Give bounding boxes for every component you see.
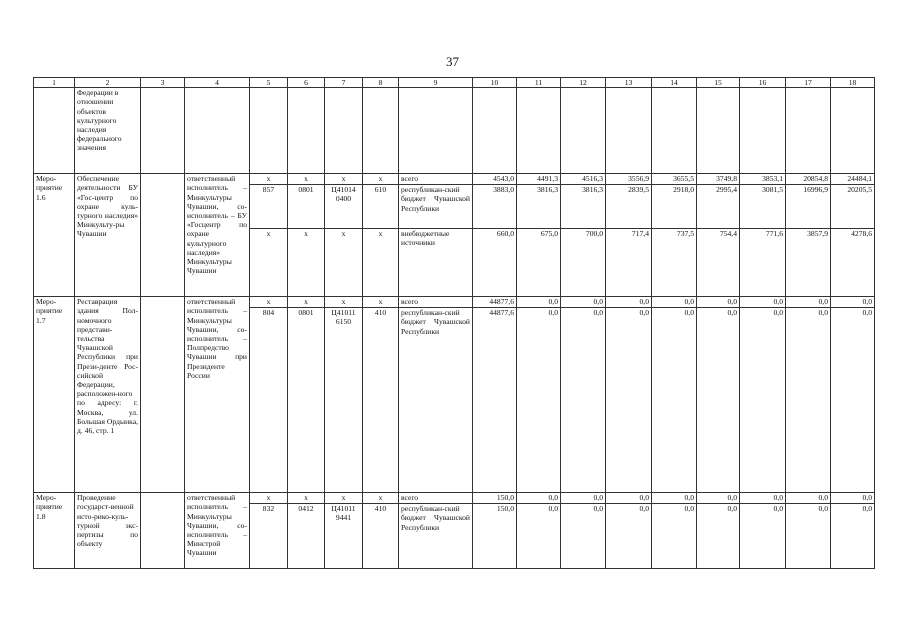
header-row: [34, 78, 875, 88]
expense-type-code: x: [363, 493, 399, 504]
header-cell-11: 11: [517, 78, 561, 88]
amount-cell: 150,0: [473, 504, 517, 569]
section-code: 0801: [288, 185, 325, 229]
target-article-code: x: [325, 174, 363, 185]
page-number: 37: [446, 54, 459, 69]
expense-type-code: 410: [363, 308, 399, 493]
measure-label: Меро-приятие 1.6: [34, 174, 75, 297]
amount-cell: 4543,0: [473, 174, 517, 185]
section-code: 0412: [288, 504, 325, 569]
measure-row: [34, 297, 875, 308]
measure-executor: ответственный исполнитель – Минкультуры Чувашии, со-исполнитель – БУ «Госцентр по охране культурного наследия» Минкультуры Чувашии: [185, 174, 250, 297]
amount-cell: 0,0: [606, 504, 652, 569]
cell: [606, 88, 652, 174]
header-cell-12: 12: [561, 78, 606, 88]
amount-cell: 0,0: [606, 308, 652, 493]
measure-description: Проведение государст-венной исто-рико-куль-турной экс-пертизы по объекту: [75, 493, 141, 569]
funding-source: всего: [399, 174, 473, 185]
header-cell-13: 13: [606, 78, 652, 88]
amount-cell: 24484,1: [831, 174, 875, 185]
amount-cell: 675,0: [517, 229, 561, 297]
header-cell-6: 6: [288, 78, 325, 88]
amount-cell: 150,0: [473, 493, 517, 504]
amount-cell: 44877,6: [473, 297, 517, 308]
amount-cell: 4278,6: [831, 229, 875, 297]
amount-cell: 717,4: [606, 229, 652, 297]
section-code: 0801: [288, 308, 325, 493]
section-code: x: [288, 297, 325, 308]
cell: [325, 88, 363, 174]
amount-cell: 0,0: [697, 297, 740, 308]
header-cell-5: 5: [250, 78, 288, 88]
funding-source: всего: [399, 297, 473, 308]
amount-cell: 4516,3: [561, 174, 606, 185]
amount-cell: 3853,1: [740, 174, 786, 185]
grbs-code: 857: [250, 185, 288, 229]
header-cell-2: 2: [75, 78, 141, 88]
header-cell-9: 9: [399, 78, 473, 88]
funding-source: республикан-ский бюджет Чувашской Республики: [399, 185, 473, 229]
header-cell-18: 18: [831, 78, 875, 88]
amount-cell: 0,0: [561, 308, 606, 493]
measure-label: Меро-приятие 1.8: [34, 493, 75, 569]
amount-cell: 0,0: [652, 493, 697, 504]
amount-cell: 737,5: [652, 229, 697, 297]
grbs-code: x: [250, 297, 288, 308]
amount-cell: 20854,8: [786, 174, 831, 185]
funding-source: республикан-ский бюджет Чувашской Республики: [399, 504, 473, 569]
amount-cell: 0,0: [697, 308, 740, 493]
amount-cell: 3556,9: [606, 174, 652, 185]
amount-cell: 0,0: [831, 308, 875, 493]
amount-cell: 0,0: [786, 297, 831, 308]
amount-cell: 3857,9: [786, 229, 831, 297]
cell: [652, 88, 697, 174]
cell: [697, 88, 740, 174]
expense-type-code: x: [363, 174, 399, 185]
amount-cell: 0,0: [831, 297, 875, 308]
measure-description: Реставрация здания Пол-номочного представи-тельства Чувашской Республики при Прези-денте Рос-сийской Федерации, расположен-ного по адресу: г. Москва, ул. Большая Ордынка, д. 46, стр. 1: [75, 297, 141, 493]
measure-row: [34, 174, 875, 185]
amount-cell: 0,0: [606, 493, 652, 504]
amount-cell: 0,0: [561, 504, 606, 569]
amount-cell: 3816,3: [517, 185, 561, 229]
funding-source: республикан-ский бюджет Чувашской Республики: [399, 308, 473, 493]
target-article-code: x: [325, 229, 363, 297]
funding-source: всего: [399, 493, 473, 504]
amount-cell: 0,0: [786, 308, 831, 493]
measure-label: Меро-приятие 1.7: [34, 297, 75, 493]
cell: [517, 88, 561, 174]
amount-cell: 3081,5: [740, 185, 786, 229]
continuation-row: [34, 88, 875, 174]
header-cell-7: 7: [325, 78, 363, 88]
cell: [831, 88, 875, 174]
amount-cell: 0,0: [652, 297, 697, 308]
amount-cell: 44877,6: [473, 308, 517, 493]
table-body: [34, 78, 875, 569]
measure-row: [34, 493, 875, 504]
funding-source: внебюджетные источники: [399, 229, 473, 297]
amount-cell: 0,0: [606, 297, 652, 308]
cell: [786, 88, 831, 174]
header-cell-15: 15: [697, 78, 740, 88]
measure-description: Обеспечение деятельности БУ «Гос-центр по охране куль-турного наследия» Минкульту-ры Чувашии: [75, 174, 141, 297]
amount-cell: 771,6: [740, 229, 786, 297]
amount-cell: 0,0: [740, 308, 786, 493]
section-code: x: [288, 229, 325, 297]
cell: [288, 88, 325, 174]
expense-type-code: 410: [363, 504, 399, 569]
program-table: [33, 77, 875, 569]
grbs-code: x: [250, 229, 288, 297]
header-cell-17: 17: [786, 78, 831, 88]
grbs-code: x: [250, 174, 288, 185]
cell: [141, 297, 185, 493]
amount-cell: 0,0: [697, 493, 740, 504]
header-cell-3: 3: [141, 78, 185, 88]
amount-cell: 0,0: [561, 297, 606, 308]
amount-cell: 0,0: [652, 308, 697, 493]
amount-cell: 0,0: [517, 504, 561, 569]
section-code: x: [288, 493, 325, 504]
amount-cell: 700,0: [561, 229, 606, 297]
target-article-code: x: [325, 297, 363, 308]
amount-cell: 0,0: [697, 504, 740, 569]
cell: [399, 88, 473, 174]
section-code: x: [288, 174, 325, 185]
cell: [250, 88, 288, 174]
cell: Федерации в отношении объектов культурного наследия федерального значения: [75, 88, 141, 174]
cell: [141, 174, 185, 297]
amount-cell: 0,0: [740, 504, 786, 569]
header-cell-16: 16: [740, 78, 786, 88]
header-cell-14: 14: [652, 78, 697, 88]
amount-cell: 0,0: [652, 504, 697, 569]
amount-cell: 0,0: [831, 493, 875, 504]
measure-executor: ответственный исполнитель – Минкультуры Чувашии, со-исполнитель – Полпредство Чувашии при Президенте России: [185, 297, 250, 493]
cell: [185, 88, 250, 174]
amount-cell: 0,0: [831, 504, 875, 569]
amount-cell: 0,0: [786, 493, 831, 504]
target-article-code: x: [325, 493, 363, 504]
amount-cell: 0,0: [517, 297, 561, 308]
amount-cell: 3883,0: [473, 185, 517, 229]
cell: [141, 493, 185, 569]
amount-cell: 0,0: [740, 493, 786, 504]
header-cell-8: 8: [363, 78, 399, 88]
grbs-code: 832: [250, 504, 288, 569]
target-article-code: Ц41014 0400: [325, 185, 363, 229]
cell: [34, 88, 75, 174]
amount-cell: 3655,5: [652, 174, 697, 185]
expense-type-code: x: [363, 297, 399, 308]
amount-cell: 2918,0: [652, 185, 697, 229]
amount-cell: 16996,9: [786, 185, 831, 229]
amount-cell: 2839,5: [606, 185, 652, 229]
amount-cell: 0,0: [517, 493, 561, 504]
header-cell-4: 4: [185, 78, 250, 88]
expense-type-code: x: [363, 229, 399, 297]
grbs-code: x: [250, 493, 288, 504]
amount-cell: 0,0: [561, 493, 606, 504]
amount-cell: 0,0: [740, 297, 786, 308]
header-cell-10: 10: [473, 78, 517, 88]
cell: [141, 88, 185, 174]
cell: [473, 88, 517, 174]
amount-cell: 0,0: [786, 504, 831, 569]
amount-cell: 754,4: [697, 229, 740, 297]
cell: [740, 88, 786, 174]
target-article-code: Ц41011 6150: [325, 308, 363, 493]
amount-cell: 3749,8: [697, 174, 740, 185]
amount-cell: 4491,3: [517, 174, 561, 185]
amount-cell: 20205,5: [831, 185, 875, 229]
amount-cell: 660,0: [473, 229, 517, 297]
grbs-code: 804: [250, 308, 288, 493]
measure-executor: ответственный исполнитель – Минкультуры Чувашии, со-исполнитель – Минстрой Чувашии: [185, 493, 250, 569]
target-article-code: Ц41011 9441: [325, 504, 363, 569]
expense-type-code: 610: [363, 185, 399, 229]
header-cell-1: 1: [34, 78, 75, 88]
amount-cell: 3816,3: [561, 185, 606, 229]
cell: [363, 88, 399, 174]
cell: [561, 88, 606, 174]
amount-cell: 2995,4: [697, 185, 740, 229]
amount-cell: 0,0: [517, 308, 561, 493]
